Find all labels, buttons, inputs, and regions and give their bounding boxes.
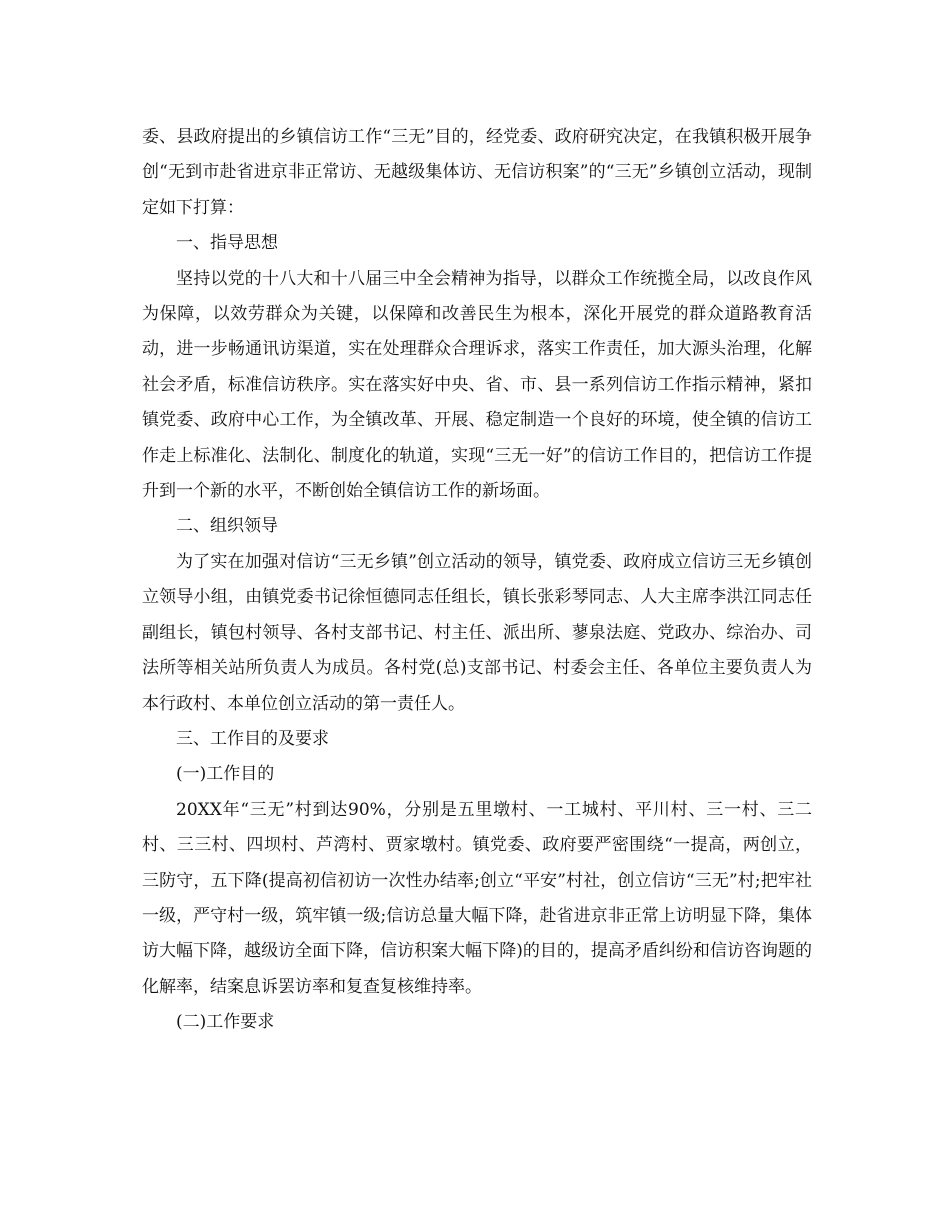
heading-organization: 二、组织领导 [176,516,278,537]
heading-goals-requirements: 三、工作目的及要求 [176,728,329,749]
subheading-goals: (一)工作目的 [176,764,275,785]
paragraph-organization: 为了实在加强对信访“三无乡镇”创立活动的领导，镇党委、政府成立信访三无乡镇创立领导小组，由镇党委书记徐恒德同志任组长，镇长张彩琴同志、人大主席李洪江同志任副组长，镇包村领导、各村支部书记、村主任、派出所、蓼泉法庭、党政办、综治办、司法所等相关站所负责人为成员。各村党(总)支部书记、村委会主任、各单位主要负责人为本行政村、本单位创立活动的第一责任人。 [142,551,812,714]
document-body [142,120,812,1041]
paragraph-goals: 20XX年“三无”村到达90%，分别是五里墩村、一工城村、平川村、三一村、三二村、三三村、四坝村、芦湾村、贾家墩村。镇党委、政府要严密围绕“一提高，两创立，三防守，五下降(提高初信初访一次性办结率;创立“平安”村社，创立信访“三无”村;把牢社一级，严守村一级，筑牢镇一级;信访总量大幅下降，赴省进京非正常上访明显下降，集体访大幅下降，越级访全面下降，信访积案大幅下降)的目的，提高矛盾纠纷和信访咨询题的化解率，结案息诉罢访率和复查复核维持率。 [142,799,812,997]
subheading-requirements: (二)工作要求 [176,1012,275,1033]
paragraph-guiding-thought: 坚持以党的十八大和十八届三中全会精神为指导，以群众工作统揽全局，以改良作风为保障，以效劳群众为关键，以保障和改善民生为根本，深化开展党的群众道路教育活动，进一步畅通讯访渠道，实在处理群众合理诉求，落实工作责任，加大源头治理，化解社会矛盾，标准信访秩序。实在落实好中央、省、市、县一系列信访工作指示精神，紧扣镇党委、政府中心工作，为全镇改革、开展、稳定制造一个良好的环境，使全镇的信访工作走上标准化、法制化、制度化的轨道，实现“三无一好”的信访工作目的，把信访工作提升到一个新的水平，不断创始全镇信访工作的新场面。 [142,268,812,502]
heading-guiding-thought: 一、指导思想 [176,233,278,254]
paragraph-intro: 委、县政府提出的乡镇信访工作“三无”目的，经党委、政府研究决定，在我镇积极开展争创“无到市赴省进京非正常访、无越级集体访、无信访积案”的“三无”乡镇创立活动，现制定如下打算： [142,127,812,218]
